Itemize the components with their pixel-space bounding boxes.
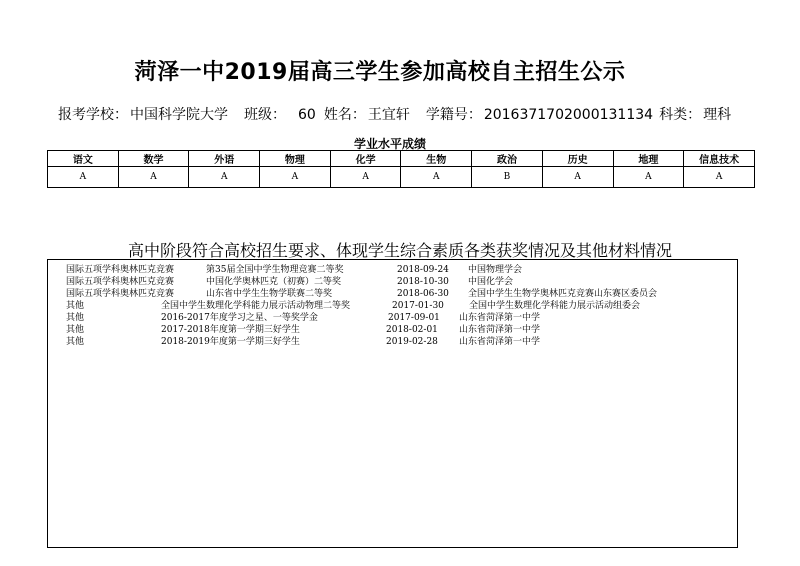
grade-cell: A	[189, 167, 260, 188]
award-name: 全国中学生数理化学科能力展示活动物理二等奖	[161, 301, 351, 311]
award-category: 国际五项学科奥林匹克竞赛	[66, 289, 175, 299]
award-issuer: 山东省菏泽第一中学	[459, 337, 541, 347]
subject-header: 化学	[330, 151, 401, 167]
subject-header: 数学	[118, 151, 189, 167]
scores-caption: 学业水平成绩	[353, 137, 426, 151]
award-name: 山东省中学生生物学联赛二等奖	[206, 289, 333, 299]
grade-cell: A	[613, 167, 684, 188]
award-category: 国际五项学科奥林匹克竞赛	[66, 265, 175, 275]
scores-header-row	[48, 151, 755, 167]
class-value: 60	[298, 107, 316, 123]
grade-cell: A	[118, 167, 189, 188]
award-date: 2019-02-28	[386, 337, 438, 347]
award-name: 第35届全国中学生物理竞赛二等奖	[206, 265, 344, 275]
subject-header: 政治	[472, 151, 543, 167]
class-label: 班级：	[244, 107, 286, 123]
award-name: 2018-2019年度第一学期三好学生	[161, 337, 300, 347]
grade-cell: A	[401, 167, 472, 188]
award-issuer: 中国物理学会	[468, 265, 523, 275]
award-date: 2018-10-30	[397, 277, 449, 287]
grade-cell: A	[330, 167, 401, 188]
award-issuer: 山东省菏泽第一中学	[459, 325, 541, 335]
awards-section-title: 高中阶段符合高校招生要求、体现学生综合素质各类获奖情况及其他材料情况	[127, 241, 672, 260]
subject-header: 历史	[542, 151, 613, 167]
name-value: 王宜轩	[367, 107, 410, 123]
award-date: 2018-06-30	[397, 289, 449, 299]
award-date: 2018-09-24	[397, 265, 449, 275]
student-id-label: 学籍号：	[425, 107, 482, 123]
subject-header: 地理	[613, 151, 684, 167]
scores-grade-row	[48, 167, 755, 188]
award-issuer: 中国化学会	[468, 277, 514, 287]
subject-header: 生物	[401, 151, 472, 167]
award-issuer: 全国中学生数理化学科能力展示活动组委会	[469, 301, 641, 311]
grade-cell: B	[472, 167, 543, 188]
award-date: 2017-01-30	[392, 301, 444, 311]
track-value: 理科	[703, 107, 732, 123]
award-category: 其他	[66, 337, 85, 347]
grade-cell: A	[48, 167, 119, 188]
award-date: 2018-02-01	[386, 325, 438, 335]
track-label: 科类：	[659, 107, 702, 123]
student-info-line	[58, 104, 758, 124]
student-id-value: 2016371702000131134	[483, 107, 654, 123]
award-issuer: 全国中学生生物学奥林匹克竞赛山东赛区委员会	[468, 289, 658, 299]
subject-header: 信息技术	[684, 151, 755, 167]
page-title: 菏泽一中2019届高三学生参加高校自主招生公示	[134, 60, 626, 85]
name-label: 姓名：	[323, 107, 366, 123]
awards-box	[47, 259, 738, 548]
scores-table	[47, 150, 755, 188]
subject-header: 物理	[260, 151, 331, 167]
school-label: 报考学校：	[58, 107, 128, 123]
award-date: 2017-09-01	[388, 313, 440, 323]
grade-cell: A	[260, 167, 331, 188]
subject-header: 语文	[48, 151, 119, 167]
award-category: 国际五项学科奥林匹克竞赛	[66, 277, 175, 287]
award-category: 其他	[66, 313, 85, 323]
award-name: 2016-2017年度学习之星、一等奖学金	[161, 313, 318, 323]
subject-header: 外语	[189, 151, 260, 167]
award-category: 其他	[66, 325, 85, 335]
grade-cell: A	[542, 167, 613, 188]
award-issuer: 山东省菏泽第一中学	[459, 313, 541, 323]
award-category: 其他	[66, 301, 85, 311]
school-value: 中国科学院大学	[130, 107, 228, 123]
award-name: 中国化学奥林匹克（初赛）二等奖	[206, 277, 342, 287]
grade-cell: A	[684, 167, 755, 188]
award-name: 2017-2018年度第一学期三好学生	[161, 325, 300, 335]
